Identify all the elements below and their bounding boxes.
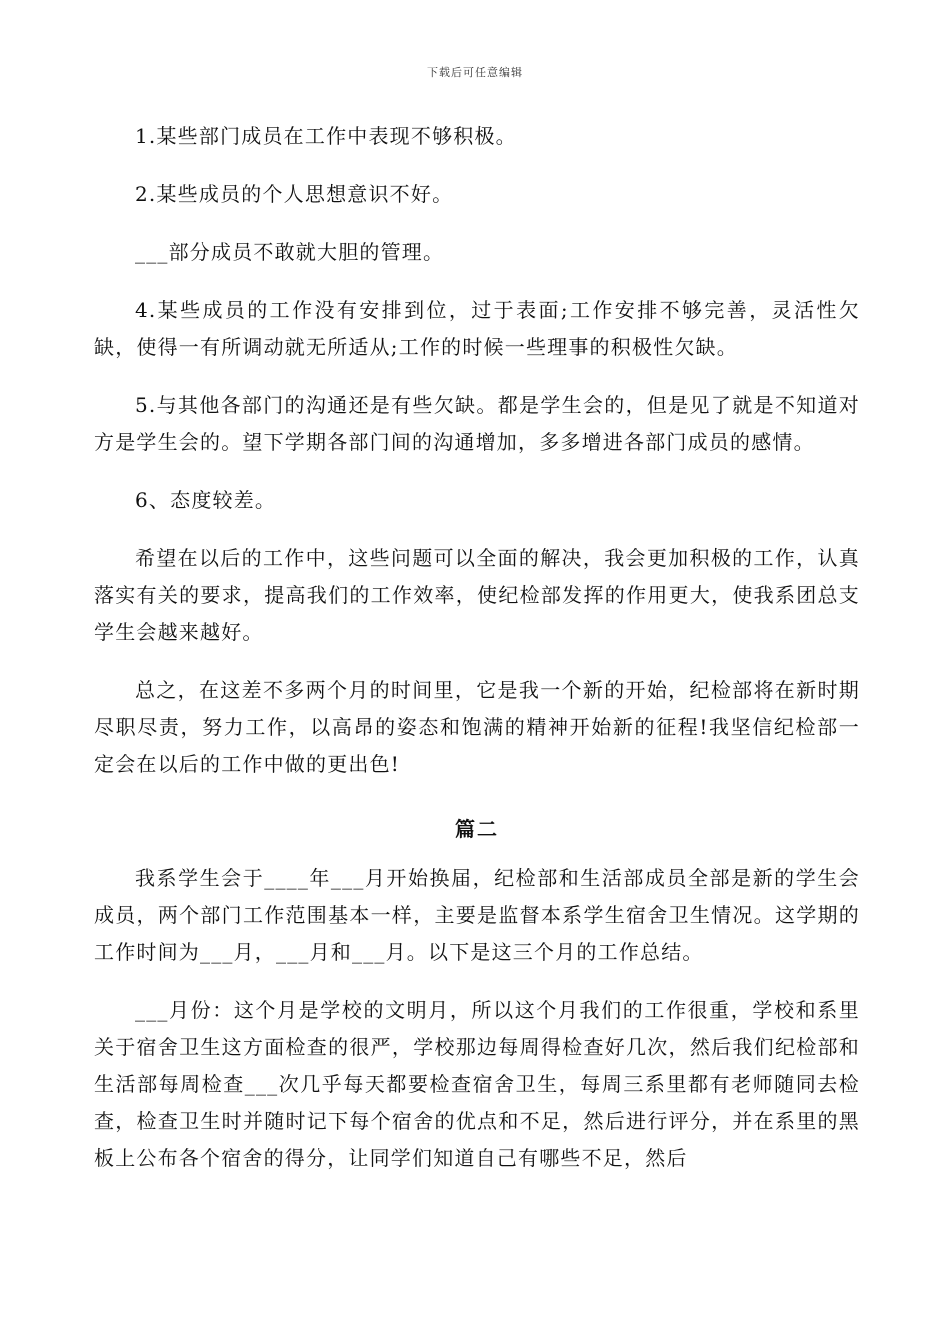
document-body <box>94 118 860 1198</box>
paragraph: 我系学生会于____年___月开始换届，纪检部和生活部成员全部是新的学生会成员，两个部门工作范围基本一样，主要是监督本系学生宿舍卫生情况。这学期的工作时间为___月，___月和___月。以下是这三个月的工作总结。 <box>94 866 860 964</box>
section-title: 篇二 <box>455 817 499 841</box>
paragraph: 总之，在这差不多两个月的时间里，它是我一个新的开始，纪检部将在新时期尽职尽责，努力工作，以高昂的姿态和饱满的精神开始新的征程!我坚信纪检部一定会在以后的工作中做的更出色! <box>94 678 860 776</box>
paragraph: ___月份：这个月是学校的文明月，所以这个月我们的工作很重，学校和系里关于宿舍卫生这方面检查的很严，学校那边每周得检查好几次，然后我们纪检部和生活部每周检查___次几乎每天都要检查宿舍卫生，每周三系里都有老师随同去检查，检查卫生时并随时记下每个宿舍的优点和不足，然后进行评分，并在系里的黑板上公布各个宿舍的得分，让同学们知道自己有哪些不足，然后 <box>94 998 860 1170</box>
paragraph: 2.某些成员的个人思想意识不好。 <box>135 182 454 206</box>
paragraph: 5.与其他各部门的沟通还是有些欠缺。都是学生会的，但是见了就是不知道对方是学生会的。望下学期各部门间的沟通增加，多多增进各部门成员的感情。 <box>94 393 860 454</box>
paragraph: 希望在以后的工作中，这些问题可以全面的解决，我会更加积极的工作，认真落实有关的要求，提高我们的工作效率，使纪检部发挥的作用更大，使我系团总支学生会越来越好。 <box>94 546 860 644</box>
paragraph: ___部分成员不敢就大胆的管理。 <box>135 240 445 264</box>
paragraph: 4.某些成员的工作没有安排到位，过于表面;工作安排不够完善，灵活性欠缺，使得一有所调动就无所适从;工作的时候一些理事的积极性欠缺。 <box>94 298 860 359</box>
page-header: 下载后可任意编辑 <box>427 66 523 79</box>
paragraph: 6、态度较差。 <box>135 488 277 512</box>
paragraph: 1.某些部门成员在工作中表现不够积极。 <box>135 124 517 148</box>
